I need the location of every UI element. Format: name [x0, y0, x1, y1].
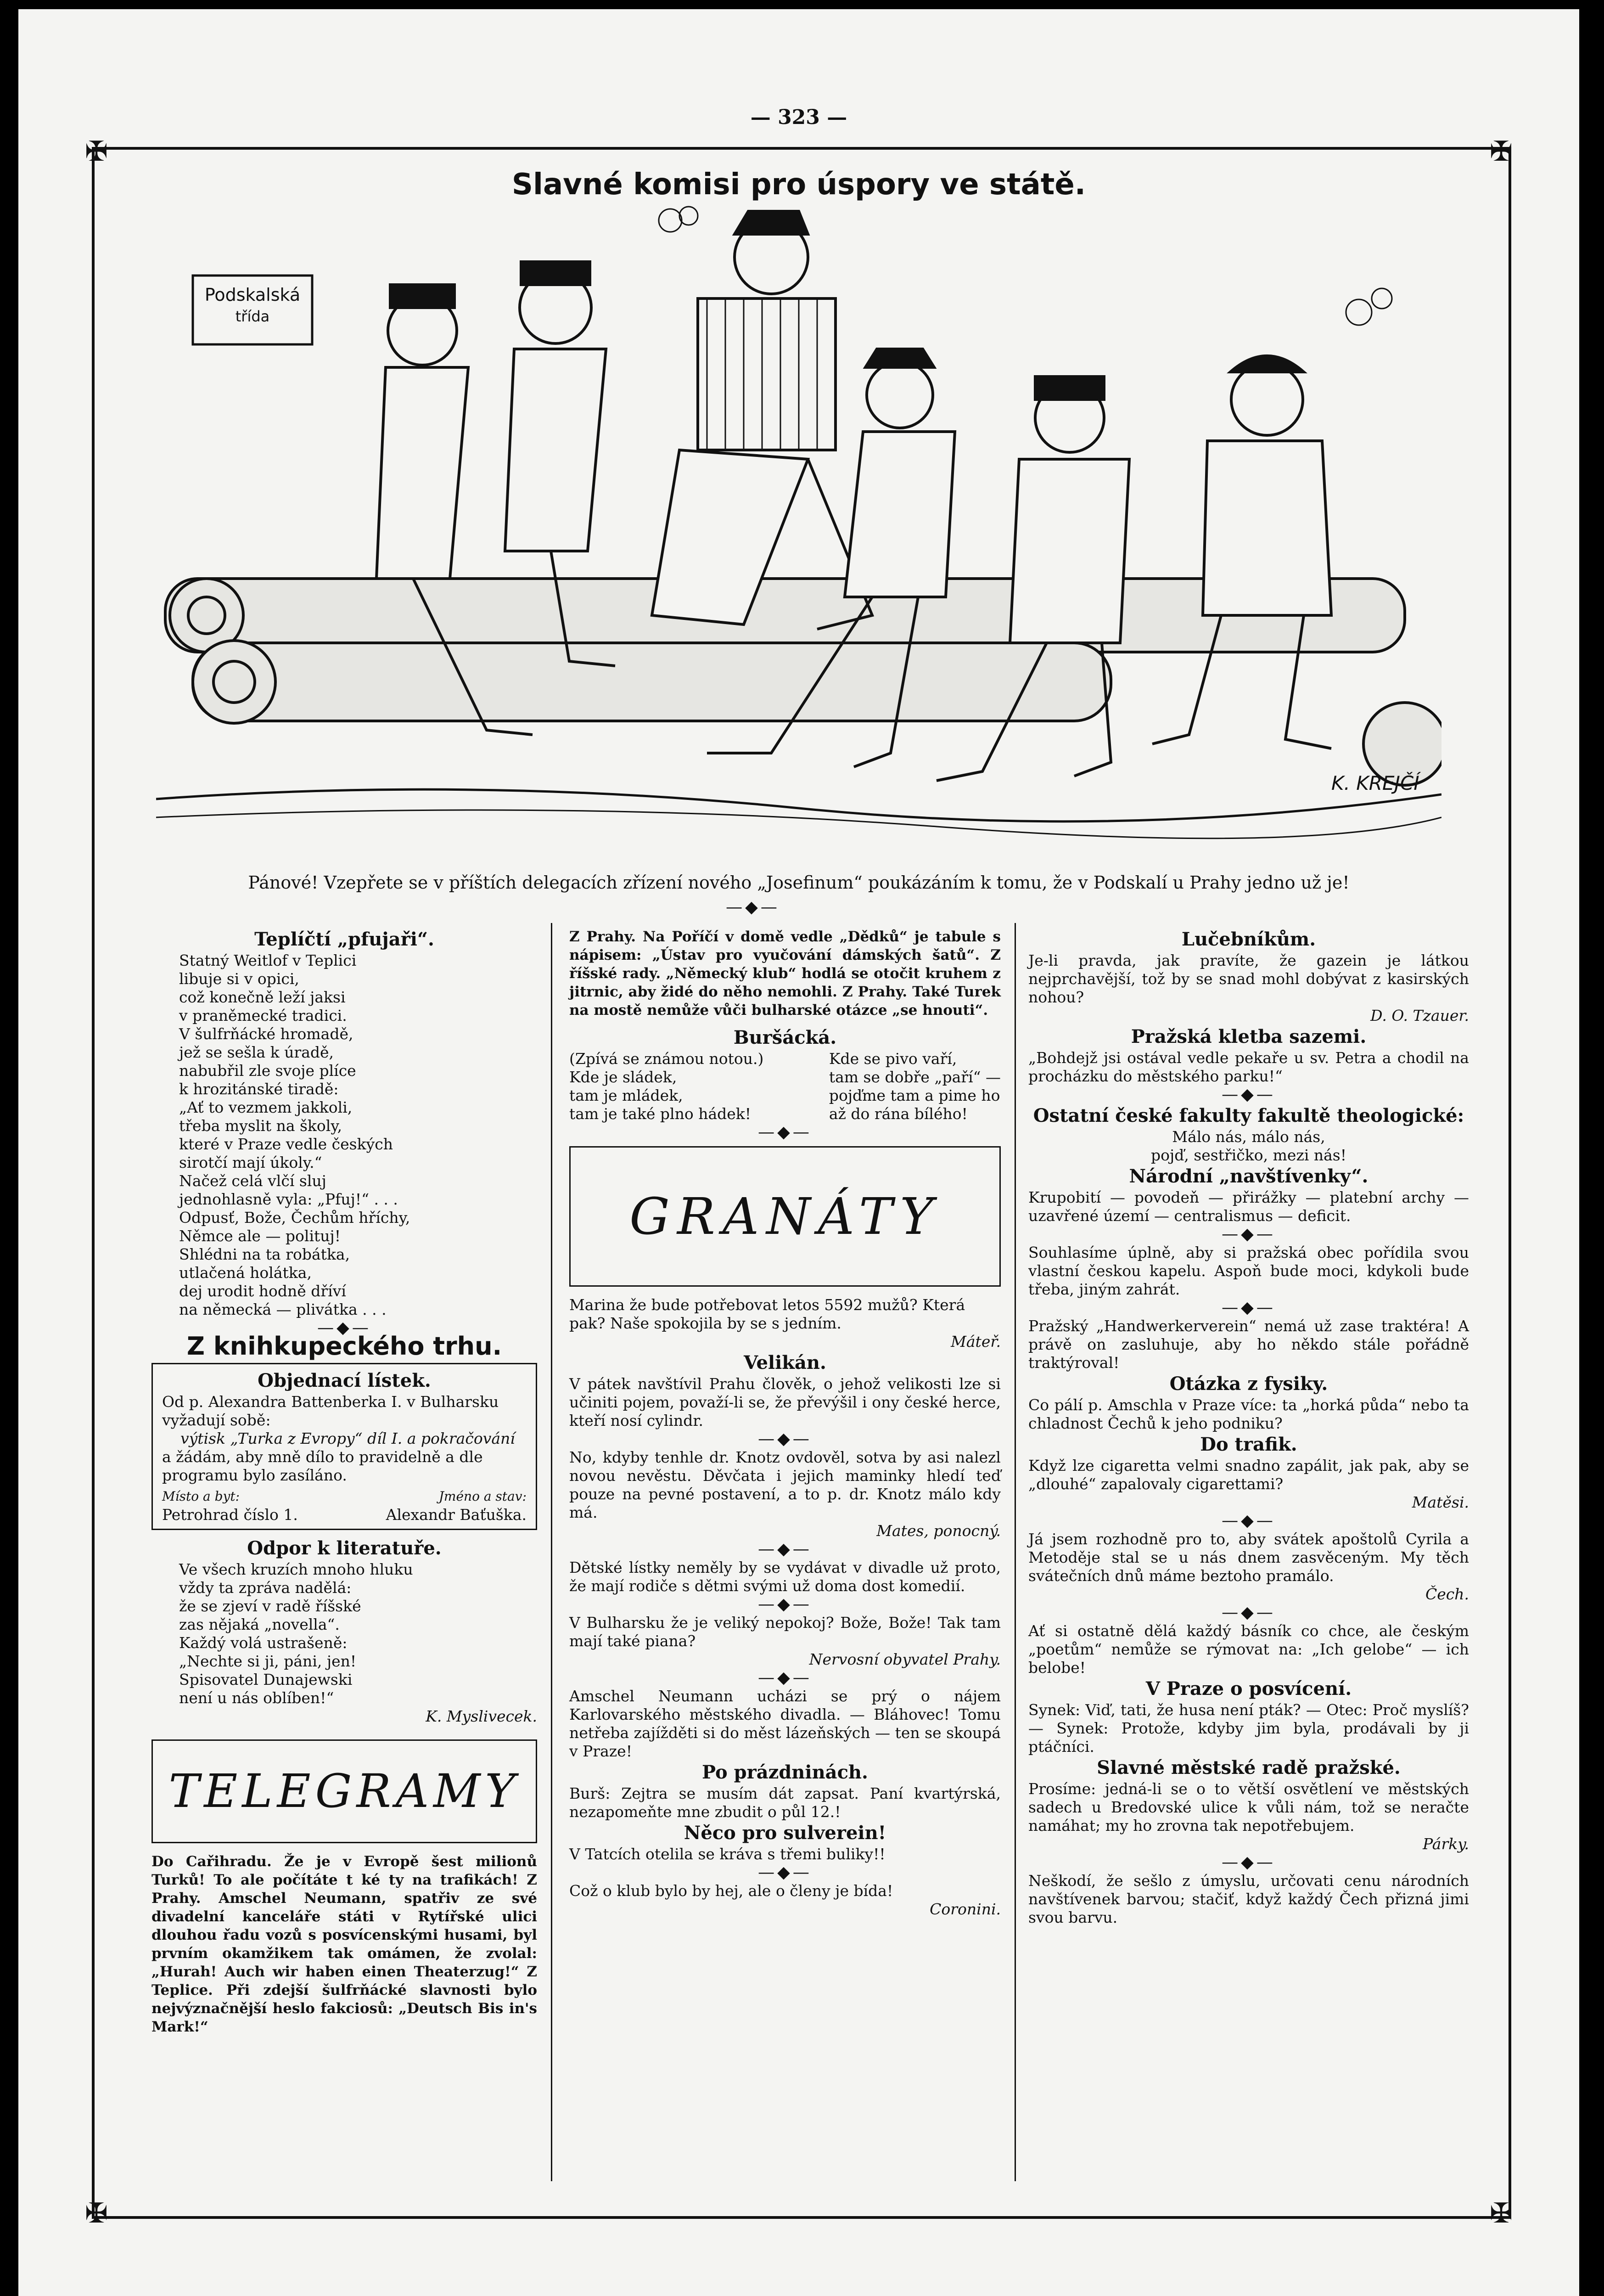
bursacka-heading: Buršácká.: [733, 1027, 837, 1048]
order-slip-text: a žádám, aby mně dílo to pravidelně a dle programu bylo zasíláno.: [162, 1448, 483, 1484]
article-text: No, kdyby tenhle dr. Knotz ovdověl, sotva by asi nalezl novou nevěstu. Děvčata i jejich maminky hledí teď pouze na pevné postavení, a to p. dr. Knotz málo kdy má.: [569, 1448, 1001, 1521]
article-text: Amschel Neumann ucházi se prý o nájem Karlovarského městského divadla. — Bláhovec! Tomu netřeba zajížděti si do měst lázeňských — ten se skoupá v Praze!: [569, 1687, 1001, 1760]
name-value: Alexandr Baťuška.: [386, 1506, 527, 1524]
order-slip-box: [151, 1363, 537, 1530]
poem-line: Odpusť, Bože, Čechům hříchy,: [179, 1209, 410, 1227]
newspaper-page: [18, 9, 1579, 2296]
fakulty-heading: Ostatní české fakulty fakultě theologické:: [1033, 1105, 1464, 1126]
name-label: Jméno a stav:: [438, 1489, 527, 1504]
article-text: Burš: Zejtra se musím dát zapsat. Paní kvartýrská, nezapomeňte mne zbudit o půl 12.!: [569, 1784, 1001, 1821]
separator-ornament: —◆—: [758, 1668, 812, 1687]
teplicti-poem: [151, 951, 537, 1319]
poem-line: tam se dobře „paří“ —: [829, 1068, 1001, 1086]
separator-ornament: —◆—: [758, 1429, 812, 1448]
article-text: Prosíme: jedná-li se o to větší osvětlení ve městských sadech u Bredovské ulice k vůli nám, tož se neračte namáhat; my ho zrovna tak nepotřebujem.: [1028, 1780, 1469, 1835]
article-text: Co pálí p. Amschla v Praze více: ta „horká půda“ nebo ta chladnost Čechů k jeho podniku?: [1028, 1396, 1469, 1432]
article-author: Matěsi.: [1412, 1493, 1469, 1511]
article-text: Marina že bude potřebovat letos 5592 mužů? Která pak? Naše spokojila by se s jedním.: [569, 1296, 965, 1332]
poem-line: Kde je sládek,: [569, 1068, 677, 1086]
poem-line: utlačená holátka,: [179, 1264, 312, 1282]
knihkupecky-heading: Z knihkupeckého trhu.: [186, 1332, 502, 1361]
poem-line: Každý volá ustrašeně:: [179, 1634, 348, 1652]
separator-ornament: —◆—: [1222, 1853, 1276, 1872]
kletba-heading: Pražská kletba sazemi.: [1131, 1026, 1367, 1047]
poem-line: (Zpívá se známou notou.): [569, 1050, 764, 1068]
poem-line: sirotčí mají úkoly.“: [179, 1154, 322, 1171]
poem-line: Ve všech kruzích mnoho hluku: [179, 1560, 413, 1578]
poem-line: jež se sešla k úradě,: [179, 1043, 334, 1061]
poem-line: Spisovatel Dunajewski: [179, 1671, 353, 1688]
separator-ornament: —◆—: [1222, 1298, 1276, 1317]
order-slip-text: Od p. Alexandra Battenberka I. v Bulharsku vyžadují sobě:: [162, 1393, 499, 1429]
poem-line: zas nějaká „novella“.: [179, 1615, 340, 1633]
poem-line: na německá — plivátka . . .: [179, 1300, 387, 1318]
article-author: Nervosní obyvatel Prahy.: [809, 1650, 1001, 1668]
corner-ornament-icon: ✠: [84, 2197, 108, 2229]
telegramy-banner: [151, 1739, 537, 1843]
article-author: Máteř.: [951, 1333, 1001, 1351]
article-text: V Bulharsku že je veliký nepokoj? Bože, Bože! Tak tam mají také piana?: [569, 1614, 1001, 1650]
separator-ornament: —◆—: [1222, 1225, 1276, 1244]
column-3: [1028, 928, 1469, 1927]
column-1: [151, 928, 537, 2036]
separator-ornament: —◆—: [1222, 1085, 1276, 1104]
poem-line: Shlédni na ta robátka,: [179, 1245, 350, 1263]
sign-text-2: třída: [235, 308, 270, 325]
rade-heading: Slavné městské radě pražské.: [1097, 1757, 1401, 1778]
poem-line: „Ať to vezmem jakkoli,: [179, 1098, 353, 1116]
poem-line: tam je také plno hádek!: [569, 1105, 752, 1123]
corner-ornament-icon: ✠: [84, 135, 108, 168]
corner-ornament-icon: ✠: [1489, 2197, 1513, 2229]
separator-ornament: —◆—: [1222, 1511, 1276, 1530]
article-text: „Bohdejž jsi ostával vedle pekaře u sv. Petra a chodil na procházku do městského parku!“: [1028, 1049, 1469, 1085]
column-rule: [551, 923, 552, 2181]
odpor-author: K. Myslivecek.: [426, 1707, 537, 1725]
poem-line: Němce ale — polituj!: [179, 1227, 341, 1245]
article-text: Když lze cigaretta velmi snadno zapálit, jak pak, aby se „dlouhé“ zapalovaly cigarettami?: [1028, 1457, 1469, 1493]
article-text: Pražský „Handwerkerverein“ nemá už zase traktéra! A právě on zasluhuje, aby ho někdo stále pořádně traktýroval!: [1028, 1317, 1469, 1372]
column-2: [569, 928, 1001, 1919]
poem-line: nabubřil zle svoje plíce: [179, 1062, 356, 1080]
cartoon-caption: Pánové! Vzepřete se v příštích delegacích zřízení nového „Josefinum“ poukázáním k tomu, že v Podskalí u Prahy jedno už je!: [248, 872, 1350, 893]
poem-line: V šulfrňácké hromadě,: [179, 1025, 353, 1043]
page-title: Slavné komisi pro úspory ve státě.: [511, 168, 1086, 202]
poem-line: které v Praze vedle českých: [179, 1135, 393, 1153]
neco-heading: Něco pro sulverein!: [684, 1822, 886, 1844]
poem-line: což konečně leží jaksi: [179, 988, 346, 1006]
news-brief: Z Prahy. Na Poříčí v domě vedle „Dědků“ je tabule s nápisem: „Ústav pro vyučování dámských šatů“. Z říšské rady. „Německý klub“ hodlá se otočit kruhem z jitrnic, aby židé do něho nemohli. Z Prahy. Také Turek na mostě nemůže vůči bulharské otázce „se hnouti“.: [569, 929, 1001, 1019]
poem-line: až do rána bílého!: [829, 1105, 968, 1123]
telegramy-text: Do Cařihradu. Že je v Evropě šest milionů Turků! To ale počítáte t ké ty na trafikách! Z Prahy. Amschel Neumann, spatřiv ze své divadelní kanceláře státi v Rytířské ulici dlouhou řadu vozů s posvícenskými husami, byl prvním okamžikem tak omámen, že zvolal: „Hurah! Auch wir haben einen Theaterzug!“ Z Teplice. Při zdejší šulfrňácké slavnosti bylo nejvýznačnější heslo fakciosů: „Deutsch Bis in's Mark!“: [151, 1853, 537, 2035]
separator-ornament: —◆—: [758, 1540, 812, 1559]
poem-line: pojď, sestřičko, mezi nás!: [1150, 1146, 1347, 1164]
article-text: Což o klub bylo by hej, ale o členy je bída!: [569, 1882, 893, 1900]
poem-line: Kde se pivo vaří,: [829, 1050, 957, 1068]
prazdniny-heading: Po prázdninách.: [702, 1761, 868, 1783]
poem-line: třeba myslit na školy,: [179, 1117, 342, 1135]
place-label: Místo a byt:: [162, 1489, 240, 1504]
poem-line: dej urodit hodně dříví: [179, 1282, 346, 1300]
velikan-heading: Velikán.: [744, 1352, 826, 1373]
poem-line: tam je mládek,: [569, 1086, 683, 1104]
article-author: Párky.: [1423, 1835, 1469, 1853]
poem-line: Statný Weitlof v Teplici: [179, 951, 357, 969]
article-text: Je-li pravda, jak pravíte, že gazein je látkou nejprchavější, tož by se snad mohl dobývat z kasirských nohou?: [1028, 951, 1469, 1006]
separator-ornament: —◆—: [758, 1123, 812, 1142]
poem-line: vždy ta zpráva nadělá:: [179, 1579, 352, 1597]
lucebnikum-heading: Lučebníkům.: [1181, 929, 1316, 950]
separator-ornament: —◆—: [758, 1595, 812, 1614]
poem-line: k hrozitánské tiradě:: [179, 1080, 339, 1098]
article-text: Neškodí, že sešlo z úmyslu, určovati cenu národních navštívenek barvou; stačiť, když každý Čech přizná jimi svou barvu.: [1028, 1872, 1469, 1926]
article-text: Ať si ostatně dělá každý básník co chce, ale českým „poetům“ nemůže se rýmovat na: „Ich gelobe“ — ich belobe!: [1028, 1622, 1469, 1677]
article-text: V pátek navštívil Prahu člověk, o jehož velikosti lze si učiniti pojem, považí-li se, že převýšil i ony české herce, kteří nosí cylindr.: [569, 1375, 1001, 1429]
narodni-heading: Národní „navštívenky“.: [1129, 1165, 1368, 1187]
fysiky-heading: Otázka z fysiky.: [1169, 1373, 1328, 1395]
trafik-heading: Do trafik.: [1200, 1434, 1297, 1455]
article-author: Mates, ponocný.: [876, 1522, 1001, 1540]
teplicti-heading: Teplíčtí „pfujaři“.: [254, 929, 434, 950]
sign-text-1: Podskalská: [204, 285, 301, 305]
bursacka-poem: [569, 1050, 1001, 1123]
posviceni-heading: V Praze o posvícení.: [1145, 1678, 1352, 1699]
column-rule: [1015, 923, 1016, 2181]
article-text: Souhlasíme úplně, aby si pražská obec pořídila svou vlastní českou kapelu. Aspoň bude moci, kdykoli bude třeba, jiným zahrát.: [1028, 1244, 1469, 1298]
order-slip-text: výtisk „Turka z Evropy“ díl I. a pokračování: [180, 1429, 515, 1447]
article-text: Krupobití — povodeň — přirážky — platební archy — uzavřené území — centralismus — deficit.: [1028, 1188, 1469, 1225]
cartoon-illustration: [156, 202, 1441, 854]
corner-ornament-icon: ✠: [1489, 135, 1513, 168]
page-number: — 323 —: [750, 106, 847, 129]
poem-line: „Nechte si ji, páni, jen!: [179, 1652, 357, 1670]
granaty-banner-text: GRANÁTY: [629, 1187, 941, 1246]
poem-line: že se zjeví v radě říšské: [179, 1597, 361, 1615]
poem-line: není u nás oblíben!“: [179, 1689, 334, 1707]
article-author: D. O. Tzauer.: [1370, 1007, 1469, 1024]
place-value: Petrohrad číslo 1.: [162, 1506, 298, 1524]
separator-ornament: —◆—: [1222, 1603, 1276, 1622]
article-text: Synek: Viď, tati, že husa není pták? — Otec: Proč myslíš? — Synek: Protože, kdyby jim byla, prodávali by ji ptáčníci.: [1028, 1701, 1469, 1756]
poem-line: jednohlasně vyla: „Pfuj!“ . . .: [179, 1190, 398, 1208]
article-text: V Tatcích otelila se kráva s třemi buliky!!: [569, 1845, 886, 1863]
poem-line: Málo nás, málo nás,: [1172, 1128, 1325, 1146]
article-author: Čech.: [1425, 1585, 1469, 1603]
poem-left: [569, 1050, 763, 1123]
article-text: Já jsem rozhodně pro to, aby svátek apoštolů Cyrila a Metoděje stal se u nás dnem zasvěceným. My těch svátečních dnů máme beztoho pramálo.: [1028, 1530, 1469, 1585]
artist-signature: K. KREJČÍ: [1331, 772, 1419, 794]
order-slip-values: [162, 1506, 527, 1524]
poem-line: Načež celá vlčí sluj: [179, 1172, 326, 1190]
article-text: Dětské lístky neměly by se vydávat v divadle už proto, že mají rodiče s dětmi svými už doma dost komedií.: [569, 1559, 1001, 1595]
odpor-heading: Odpor k literatuře.: [247, 1537, 442, 1559]
granaty-banner: [569, 1146, 1001, 1287]
separator-ornament: —◆—: [317, 1318, 371, 1337]
poem-right: [829, 1050, 1001, 1123]
separator-ornament: —◆—: [758, 1863, 812, 1882]
poem-line: pojďme tam a pime ho: [829, 1086, 1000, 1104]
telegramy-banner-text: TELEGRAMY: [168, 1764, 520, 1818]
order-slip-heading: Objednací lístek.: [258, 1370, 431, 1391]
poem-line: libuje si v opici,: [179, 970, 299, 988]
odpor-poem: [151, 1560, 537, 1707]
article-author: Coronini.: [930, 1900, 1001, 1918]
order-slip-labels: [162, 1487, 527, 1506]
poem-line: v praněmecké tradici.: [179, 1007, 347, 1024]
separator-ornament: —◆—: [726, 898, 780, 917]
